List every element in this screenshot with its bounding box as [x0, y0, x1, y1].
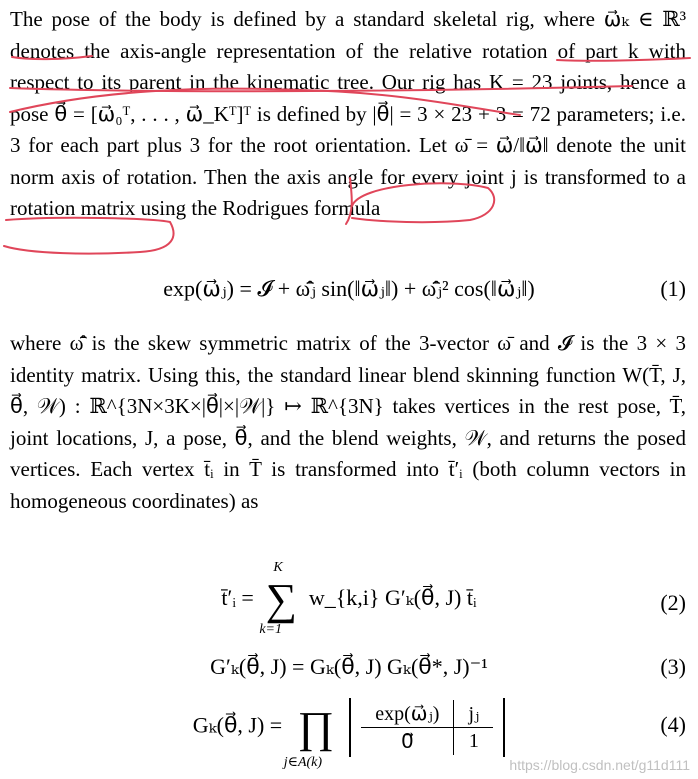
paragraph-skinning — [10, 328, 686, 517]
matrix-cell-zero: 0⃗ — [400, 731, 414, 753]
equation-3-body: G′ₖ(θ⃗, J) = Gₖ(θ⃗, J) Gₖ(θ⃗*, J)⁻¹ — [210, 654, 488, 679]
sum-symbol-icon: ∑ — [265, 575, 298, 624]
equation-1 — [0, 272, 698, 312]
equation-4-number: (4) — [660, 712, 686, 737]
equation-4-lhs: Gₖ(θ⃗, J) = — [192, 712, 283, 738]
equation-1-body: exp(ω⃗ⱼ) = 𝓘 + ω̂̄ⱼ sin(‖ω⃗ⱼ‖) + ω̂̄ⱼ² cos(‖ω⃗ⱼ‖) — [163, 276, 535, 301]
paragraph-pose-definition — [10, 4, 686, 225]
transform-matrix — [349, 698, 505, 757]
equation-2-lhs: t̄′ᵢ = — [221, 585, 254, 611]
equation-2-rhs: w_{k,i} G′ₖ(θ⃗, J) t̄ᵢ — [308, 585, 477, 611]
equation-3 — [0, 650, 698, 690]
equation-1-number: (1) — [660, 276, 686, 301]
paragraph-2-text: where ω̂̄ is the skew symmetric matrix of the 3-vector ω̄ and 𝓘 is the 3 × 3 identity matrix. Using this, the standard linear blend skinning function W(T̄, J, θ⃗, 𝒲) : ℝ^{3N×3K×|θ⃗|×|𝒲|} ↦ ℝ^{3N} takes vertices in the rest pose, T̄, joint locations, J, a pose, θ⃗, and the blend weights, 𝒲, and returns the posed vertices. Each vertex t̄ᵢ in T̄ is transformed into t̄′ᵢ (both column vectors in homogeneous coordinates) as — [10, 331, 686, 513]
watermark: https://blog.csdn.net/g11d111 — [509, 757, 690, 773]
product-symbol-icon: ∏ — [297, 702, 334, 752]
equation-2-body — [0, 560, 698, 637]
equation-3-number: (3) — [660, 654, 686, 679]
matrix-cell-one: 1 — [454, 728, 493, 756]
matrix-cell-joint: jⱼ — [454, 700, 493, 728]
paragraph-1-text: The pose of the body is defined by a standard skeletal rig, where ω⃗ₖ ∈ ℝ³ denotes the axis-angle representation of the relative rotation of part k with respect to its parent in the kinematic tree. Our rig has K = 23 joints, hence a pose θ⃗ = [ω⃗₀ᵀ, . . . , ω⃗_Kᵀ]ᵀ is defined by |θ⃗| = 3 × 23 + 3 = 72 parameters; i.e. 3 for each part plus 3 for the root orientation. Let ω̄ = ω⃗/‖ω⃗‖ denote the unit norm axis of rotation. Then the axis angle for every joint j is transformed to a rotation matrix using the Rodrigues formula — [10, 7, 686, 220]
equation-2-sum — [259, 560, 303, 637]
equation-4-lower-limit: j∈A(k) — [283, 754, 323, 770]
equation-2 — [0, 560, 698, 640]
equation-4-product — [283, 702, 344, 770]
equation-2-lower-limit: k=1 — [259, 622, 283, 637]
matrix-cell-rotation: exp(ω⃗ⱼ) — [361, 700, 454, 728]
equation-2-number: (2) — [660, 590, 686, 615]
equation-2-upper-limit: K — [273, 560, 283, 575]
